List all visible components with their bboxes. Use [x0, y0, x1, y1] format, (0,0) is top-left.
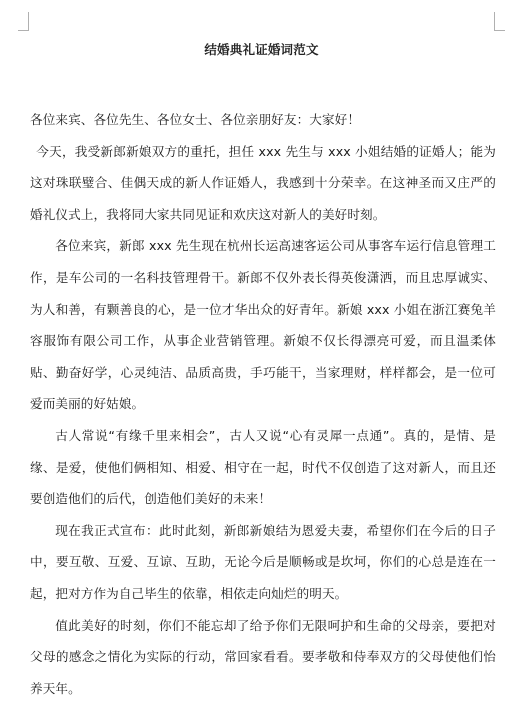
paragraph-1: 今天，我受新郎新娘双方的重托，担任 xxx 先生与 xxx 小姐结婚的证婚人；能为这对珠联璧合、佳偶天成的新人作证婚人，我感到十分荣幸。在这神圣而又庄严的婚礼仪式上，我将同大家共同见证和欢庆这对新人的美好时刻。 [30, 136, 496, 231]
crop-mark-top-left [18, 12, 29, 31]
crop-mark-top-right [494, 12, 505, 31]
paragraph-greeting: 各位来宾、各位先生、各位女士、各位亲朋好友：大家好！ [30, 104, 496, 136]
paragraph-2: 各位来宾，新郎 xxx 先生现在杭州长运高速客运公司从事客车运行信息管理工作，是车公司的一名科技管理骨干。新郎不仅外表长得英俊潇洒，而且忠厚诚实、为人和善，有颗善良的心，是一位才华出众的好青年。新娘 xxx 小姐在浙江赛兔羊容服饰有限公司工作，从事企业营销管理。新娘不仅长得漂亮可爱，而且温柔体贴、勤奋好学，心灵纯洁、品质高贵，手巧能干，当家理财，样样都会，是一位可爱而美丽的好姑娘。 [30, 230, 496, 420]
paragraph-3: 古人常说“有缘千里来相会”，古人又说“心有灵犀一点通”。真的，是情、是缘、是爱，使他们俩相知、相爱、相守在一起，时代不仅创造了这对新人，而且还要创造他们的后代，创造他们美好的未来！ [30, 420, 496, 515]
document-title: 结婚典礼证婚词范文 [0, 40, 523, 58]
paragraph-4: 现在我正式宣布：此时此刻，新郎新娘结为恩爱夫妻，希望你们在今后的日子中，要互敬、互爱、互谅、互助，无论今后是顺畅或是坎坷，你们的心总是连在一起，把对方作为自己毕生的依靠，相依走向灿烂的明天。 [30, 515, 496, 610]
document-body [30, 104, 496, 704]
paragraph-5: 值此美好的时刻，你们不能忘却了给予你们无限呵护和生命的父母亲，要把对父母的感念之情化为实际的行动，常回家看看。要孝敬和侍奉双方的父母使他们怡养天年。 [30, 610, 496, 704]
